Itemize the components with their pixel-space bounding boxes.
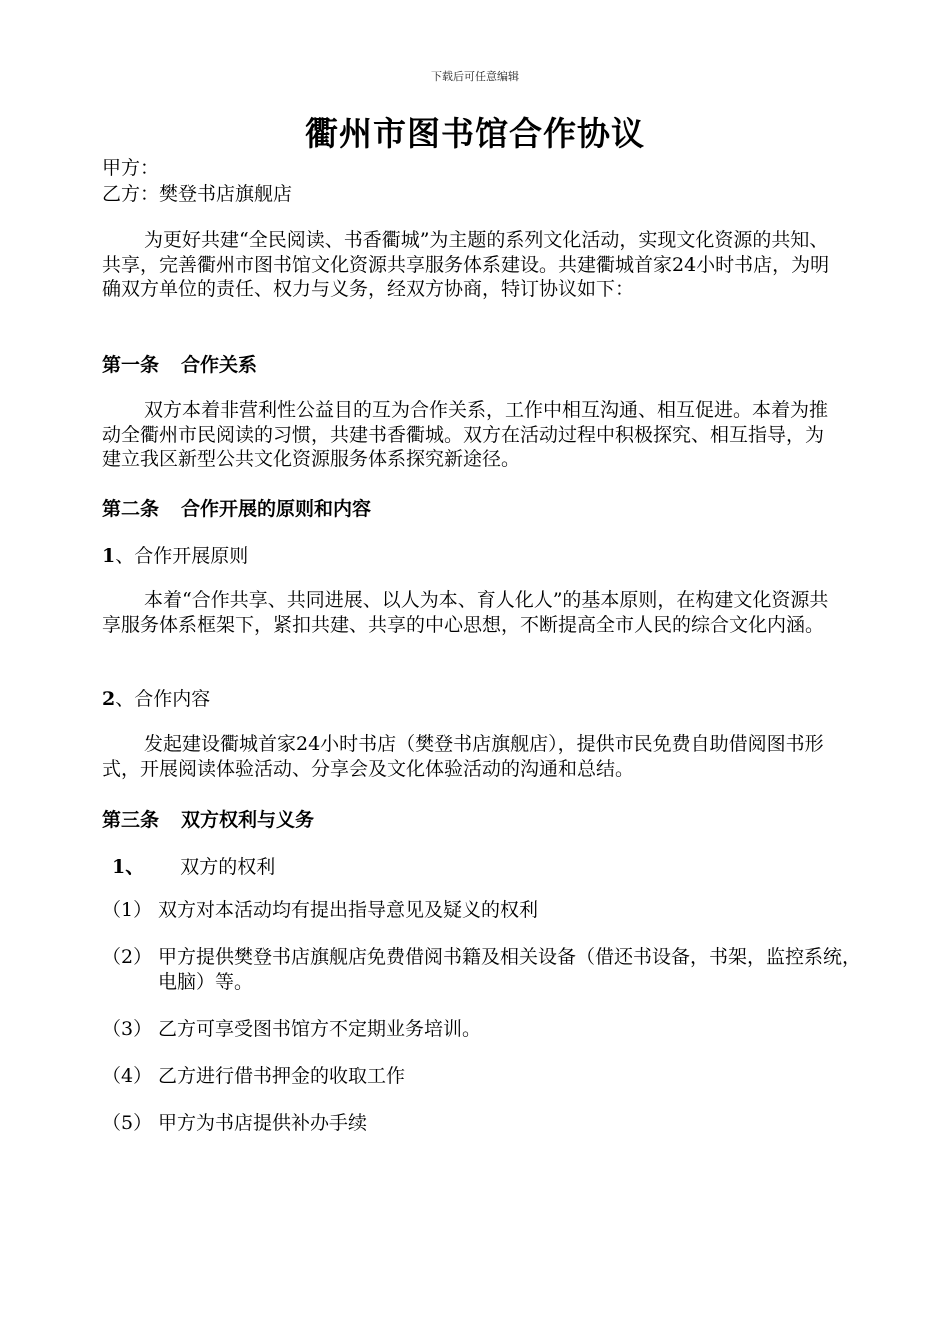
party-a: 甲方： xyxy=(102,157,160,179)
rights-item-number: （3） xyxy=(102,1018,153,1040)
subsection-1-text: 本着“合作共享、共同进展、以人为本、育人化人”的基本原则，在构建文化资源共享服务体系框架下，紧扣共建、共享的中心思想，不断提高全市人民的综合文化内涵。 xyxy=(102,589,829,636)
subsection-3-number: 1、 xyxy=(112,856,145,878)
rights-item-1 xyxy=(102,898,872,923)
article-3-title: 双方权利与义务 xyxy=(181,809,315,831)
subsection-3-heading xyxy=(112,852,275,879)
subsection-1-number: 1 xyxy=(102,545,116,567)
intro-paragraph xyxy=(102,228,842,302)
article-1-title: 合作关系 xyxy=(181,354,258,376)
rights-item-number: （4） xyxy=(102,1065,153,1087)
article-2-title: 合作开展的原则和内容 xyxy=(181,498,372,520)
rights-item-2 xyxy=(102,945,872,995)
subsection-2-body xyxy=(102,732,842,781)
rights-item-text: 乙方可享受图书馆方不定期业务培训。 xyxy=(158,1018,482,1040)
article-1-heading xyxy=(102,350,257,377)
article-1-number: 第一条 xyxy=(102,354,160,376)
subsection-1-heading xyxy=(102,541,248,568)
subsection-2-text: 发起建设衢城首家24小时书店（樊登书店旗舰店），提供市民免费自助借阅图书形式，开展阅读体验活动、分享会及文化体验活动的沟通和总结。 xyxy=(102,733,824,780)
article-3-heading xyxy=(102,805,314,832)
rights-item-number: （2） xyxy=(102,946,153,968)
header-note: 下载后可任意编辑 xyxy=(431,70,519,83)
rights-item-5 xyxy=(102,1111,872,1136)
rights-item-number: （1） xyxy=(102,899,153,921)
subsection-2-heading xyxy=(102,684,210,711)
article-2-number: 第二条 xyxy=(102,498,160,520)
subsection-2-title: 、合作内容 xyxy=(115,688,211,710)
subsection-2-number: 2 xyxy=(102,688,116,710)
subsection-1-body xyxy=(102,588,842,637)
rights-item-text: 乙方进行借书押金的收取工作 xyxy=(158,1065,406,1087)
intro-text: 为更好共建“全民阅读、书香衢城”为主题的系列文化活动，实现文化资源的共知、共享，完善衢州市图书馆文化资源共享服务体系建设。共建衢城首家24小时书店，为明确双方单位的责任、权力与义务，经双方协商，特订协议如下： xyxy=(102,229,830,300)
subsection-3-title: 双方的权利 xyxy=(180,856,276,878)
rights-item-number: （5） xyxy=(102,1112,153,1134)
rights-item-text: 双方对本活动均有提出指导意见及疑义的权利 xyxy=(158,899,539,921)
party-b: 乙方：樊登书店旗舰店 xyxy=(102,183,293,205)
rights-item-text: 甲方提供樊登书店旗舰店免费借阅书籍及相关设备（借还书设备，书架，监控系统，电脑）等。 xyxy=(158,946,862,993)
article-3-number: 第三条 xyxy=(102,809,160,831)
rights-item-text: 甲方为书店提供补办手续 xyxy=(158,1112,368,1134)
article-1-body xyxy=(102,398,842,472)
document-title: 衢州市图书馆合作协议 xyxy=(305,114,645,153)
rights-item-4 xyxy=(102,1064,872,1089)
article-1-text: 双方本着非营利性公益目的互为合作关系，工作中相互沟通、相互促进。本着为推动全衢州市民阅读的习惯，共建书香衢城。双方在活动过程中积极探究、相互指导，为建立我区新型公共文化资源服务体系探究新途径。 xyxy=(102,399,829,470)
rights-item-3 xyxy=(102,1017,872,1042)
article-2-heading xyxy=(102,494,371,521)
subsection-1-title: 、合作开展原则 xyxy=(115,545,249,567)
